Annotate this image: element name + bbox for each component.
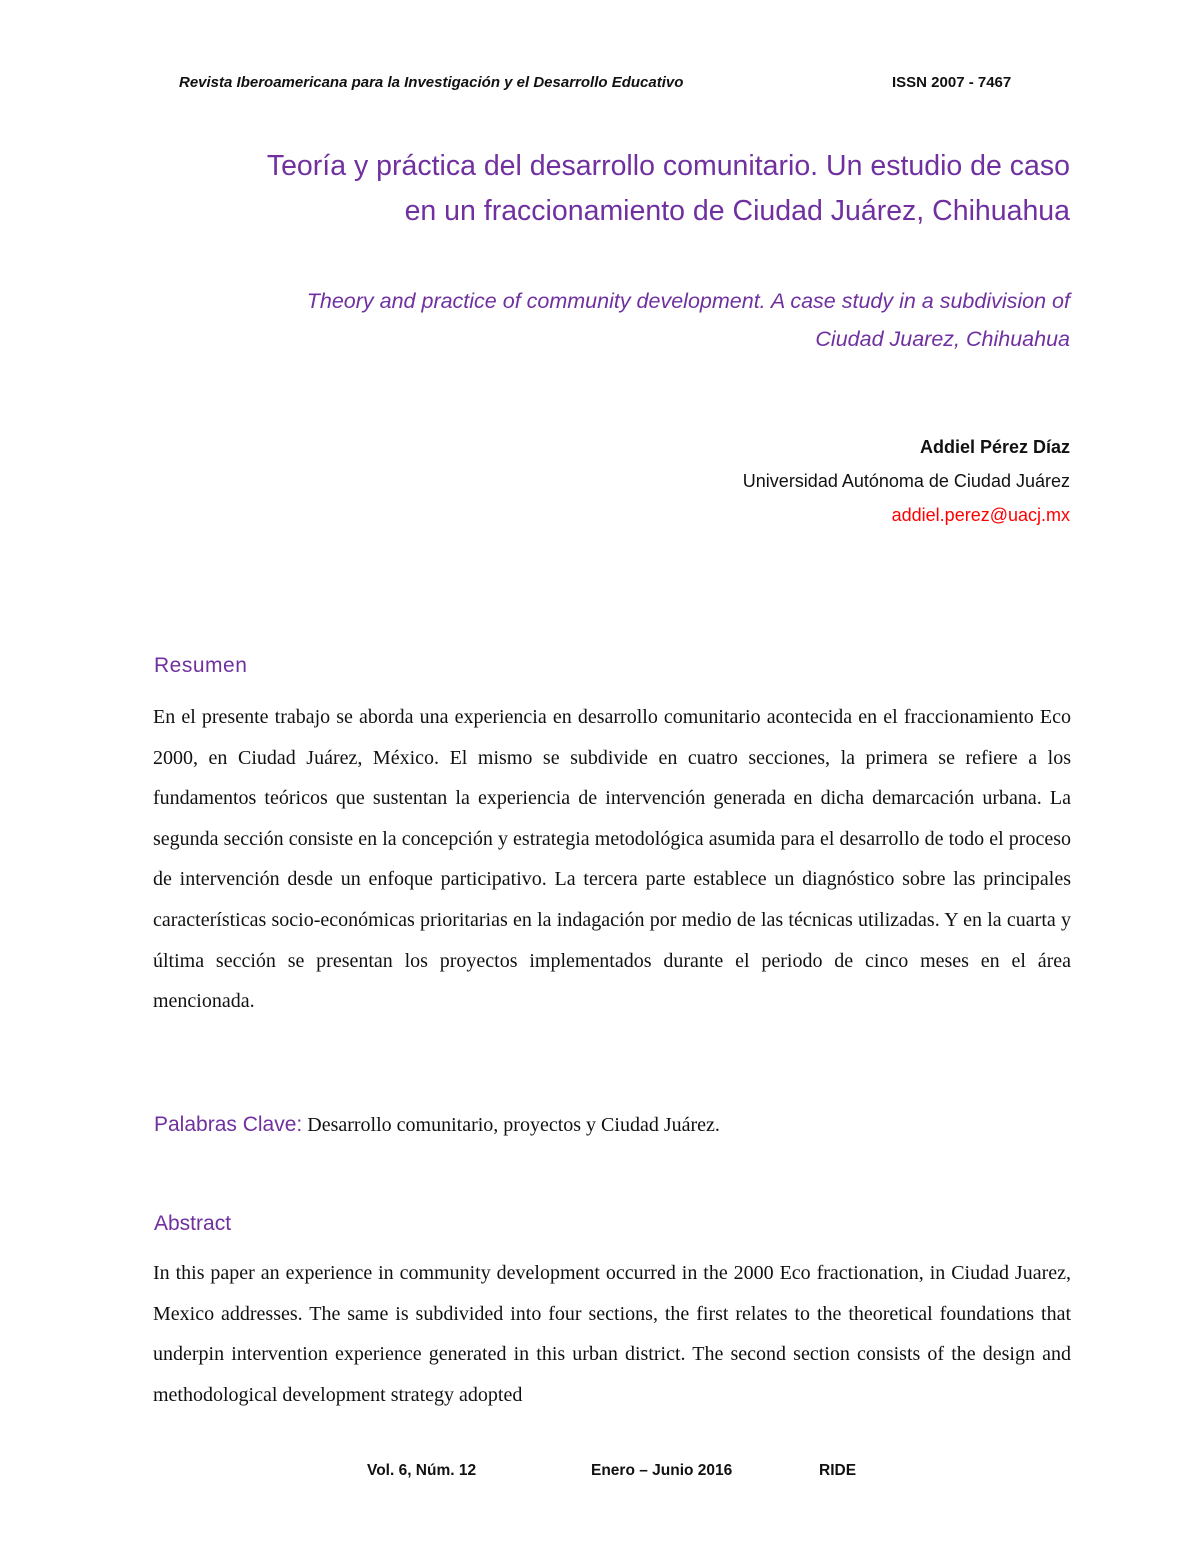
- title-es-line-1: Teoría y práctica del desarrollo comunitario. Un estudio de caso: [266, 150, 1070, 182]
- resumen-paragraph: En el presente trabajo se aborda una experiencia en desarrollo comunitario acontecida en el fraccionamiento Eco 2000, en Ciudad Juárez, México. El mismo se subdivide en cuatro secciones, la primera se refiere a los fundamentos teóricos que sustentan la experiencia de intervención generada en dicha demarcación urbana. La segunda sección consiste en la concepción y estrategia metodológica asumida para el desarrollo de todo el proceso de intervención desde un enfoque participativo. La tercera parte establece un diagnóstico sobre las principales características socio-económicas prioritarias en la indagación por medio de las técnicas utilizadas. Y en la cuarta y última sección se presentan los proyectos implementados durante el periodo de cinco meses en el área mencionada.: [153, 706, 1071, 1013]
- title-en-line-1: Theory and practice of community development. A case study in a subdivision of: [306, 289, 1070, 313]
- page-footer: [0, 1462, 1200, 1486]
- keywords-line: [154, 1107, 1072, 1143]
- author-block: [500, 430, 1070, 532]
- resumen-heading: Resumen: [154, 654, 248, 677]
- keywords-label: Palabras Clave:: [154, 1113, 303, 1136]
- author-affiliation: Universidad Autónoma de Ciudad Juárez: [742, 471, 1070, 491]
- journal-name: Revista Iberoamericana para la Investigación y el Desarrollo Educativo: [179, 74, 684, 91]
- article-title-spanish: [140, 144, 1070, 234]
- title-en-line-2: Ciudad Juarez, Chihuahua: [815, 327, 1070, 351]
- footer-period: Enero – Junio 2016: [591, 1462, 733, 1479]
- keywords-text: Desarrollo comunitario, proyectos y Ciudad Juárez.: [302, 1114, 720, 1136]
- article-title-english: [140, 282, 1070, 358]
- author-email-link[interactable]: addiel.perez@uacj.mx: [891, 505, 1070, 525]
- author-name: Addiel Pérez Díaz: [919, 437, 1070, 457]
- abstract-heading: Abstract: [154, 1212, 232, 1235]
- abstract-paragraph: In this paper an experience in community development occurred in the 2000 Eco fractionation, in Ciudad Juarez, Mexico addresses. The same is subdivided into four sections, the first relates to the theoretical foundations that underpin intervention experience generated in this urban district. The second section consists of the design and methodological development strategy adopted: [153, 1262, 1071, 1406]
- title-es-line-2: en un fraccionamiento de Ciudad Juárez, Chihuahua: [404, 195, 1070, 227]
- footer-volume: Vol. 6, Núm. 12: [367, 1462, 477, 1479]
- footer-journal-abbr: RIDE: [819, 1462, 857, 1479]
- issn-number: ISSN 2007 - 7467: [892, 74, 1012, 91]
- running-header: [0, 74, 1200, 96]
